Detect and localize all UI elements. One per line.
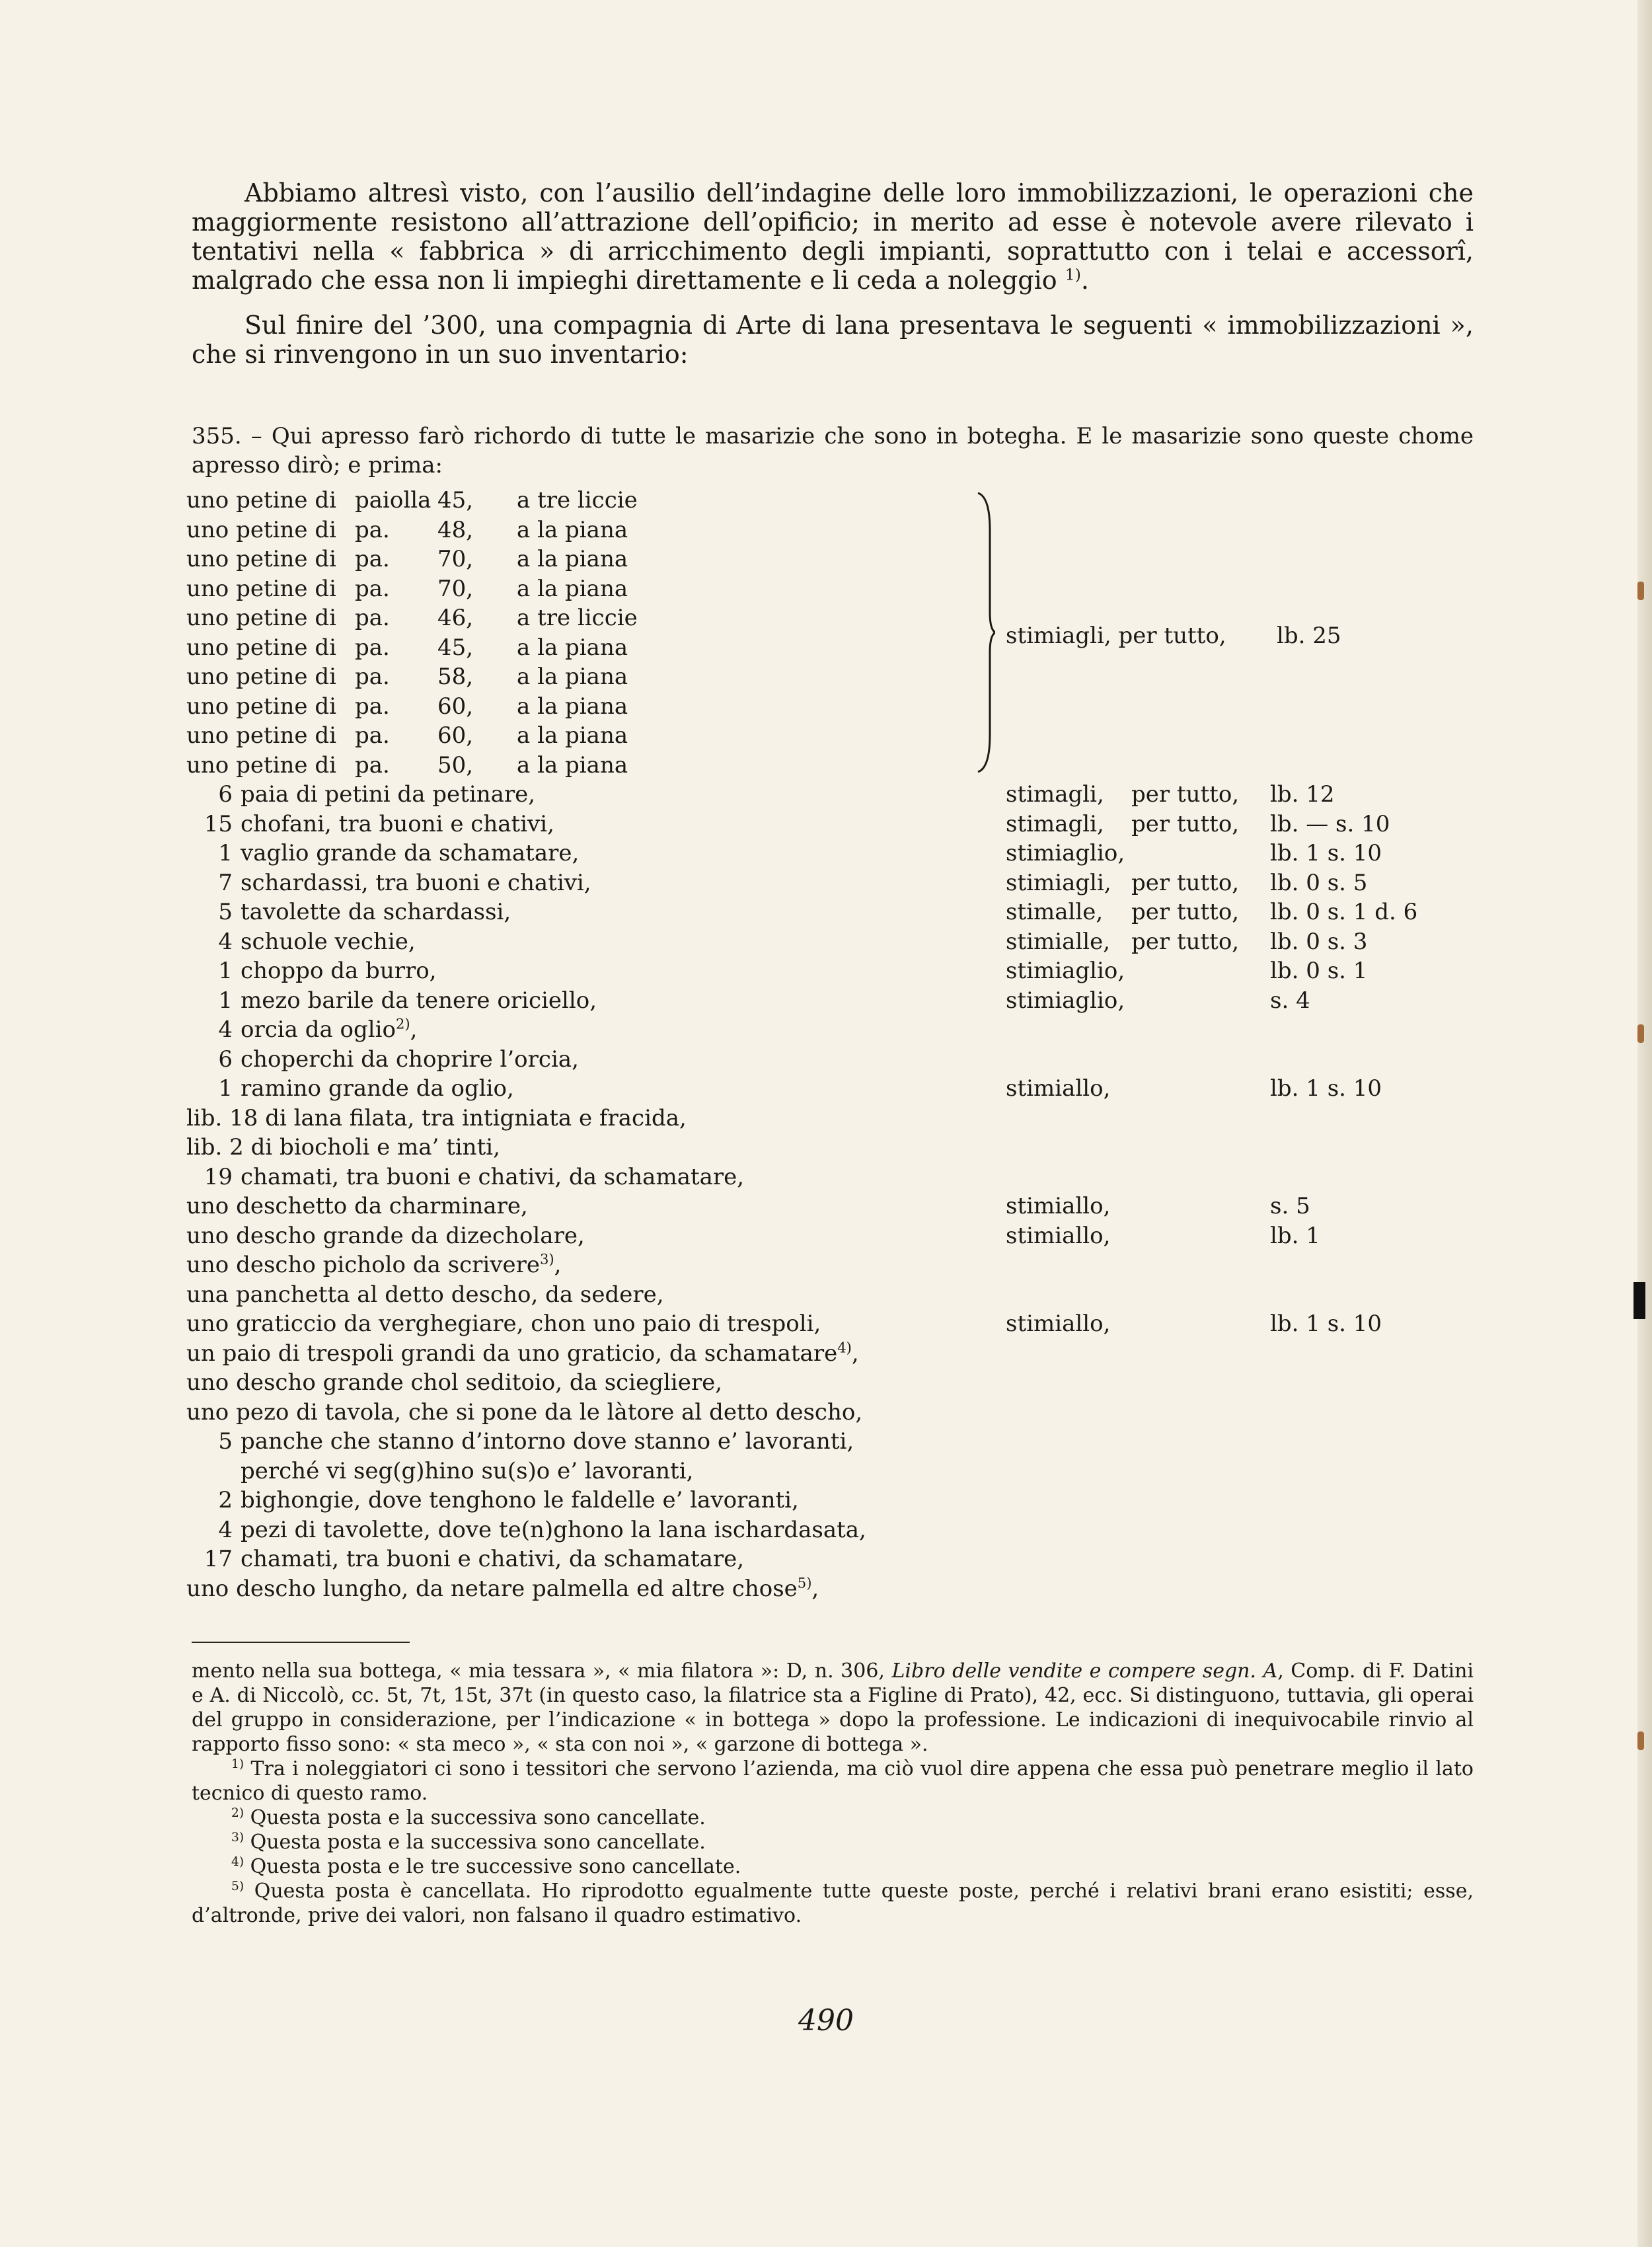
comb-number: 70,: [437, 546, 474, 572]
page-number: 490: [798, 2004, 854, 2038]
item-amount: lb. 1 s. 10: [1270, 840, 1382, 866]
comb-width: a la piana: [517, 722, 628, 749]
item-desc: [186, 1192, 528, 1221]
item-desc-suffix: ,: [811, 1575, 819, 1602]
comb-unit: pa.: [355, 722, 390, 749]
item-desc: [241, 839, 579, 868]
combs-total-amount: lb. 25: [1277, 623, 1341, 649]
comb-unit: pa.: [355, 575, 390, 602]
item-amount: lb. 0 s. 3: [1270, 928, 1368, 955]
inventory-list: [186, 486, 1495, 1603]
item-desc-text: chamati, tra buoni e chativi, da schamatare,: [241, 1546, 745, 1572]
item-desc: [241, 810, 554, 839]
item-desc-text: pezi di tavolette, dove te(n)ghono la lana ischardasata,: [241, 1516, 866, 1543]
comb-row: [186, 574, 1495, 604]
item-desc-text: bighongie, dove tenghono le faldelle e’ lavoranti,: [241, 1487, 799, 1513]
footnote-3-mark: 3): [231, 1831, 244, 1845]
comb-width: a la piana: [517, 664, 628, 690]
footnote-cont-a: mento nella sua bottega, « mia tessara », « mia filatora »: D, n. 306,: [192, 1659, 885, 1683]
item-desc: [241, 780, 535, 809]
item-amount: lb. 1: [1270, 1222, 1320, 1249]
item-desc-suffix: ,: [410, 1016, 418, 1043]
item-qty: 5: [218, 1428, 233, 1455]
item-per-total: per tutto,: [1131, 869, 1240, 896]
item-row: [186, 1192, 1495, 1221]
item-desc-suffix: ,: [851, 1340, 859, 1367]
margin-bar: [1633, 1282, 1645, 1319]
item-amount: lb. 0 s. 1: [1270, 958, 1368, 984]
item-qty: 7: [218, 869, 233, 896]
item-desc-text: mezo barile da tenere oriciello,: [241, 987, 597, 1014]
item-row: [186, 1427, 1495, 1457]
item-rows: [186, 780, 1495, 1603]
item-row: [186, 1515, 1495, 1545]
footnote-1-text: Tra i noleggiatori ci sono i tessitori che servono l’azienda, ma ciò vuol dire appena che essa può penetrare meglio il lato tecnico di questo ramo.: [192, 1757, 1474, 1805]
item-desc: [186, 1398, 862, 1427]
item-amount: lb. 1 s. 10: [1270, 1311, 1382, 1337]
second-paragraph: Sul finire del ’300, una compagnia di Arte di lana presentava le seguenti « immobilizzazioni », che si rinvengono in un suo inventario:: [192, 311, 1474, 369]
item-desc: [241, 986, 597, 1015]
item-desc-text: uno descho grande da dizecholare,: [186, 1222, 585, 1249]
item-amount: lb. 0 s. 1 d. 6: [1270, 899, 1418, 925]
item-per-total: per tutto,: [1131, 899, 1240, 925]
item-qty: 4: [218, 1516, 233, 1543]
item-desc-text: ramino grande da oglio,: [241, 1075, 514, 1102]
item-row: [186, 1015, 1495, 1045]
comb-row: [186, 515, 1495, 545]
intro-paragraph: [192, 178, 1474, 295]
item-desc-text: chamati, tra buoni e chativi, da schamatare,: [241, 1163, 745, 1190]
comb-unit: pa.: [355, 751, 390, 779]
footnote-1: [192, 1757, 1474, 1806]
item-per-total: per tutto,: [1131, 928, 1240, 955]
comb-desc: uno petine di: [186, 664, 336, 690]
comb-unit: pa.: [355, 693, 390, 720]
comb-number: 46,: [437, 605, 474, 631]
item-estimate-label: stimiallo,: [1006, 1311, 1111, 1337]
item-row: [186, 868, 1495, 898]
footnote-4: [192, 1854, 1474, 1879]
footnote-2-mark: 2): [231, 1806, 244, 1820]
footnote-4-mark: 4): [231, 1855, 244, 1869]
comb-number: 60,: [437, 693, 474, 720]
item-amount: lb. 0 s. 5: [1270, 869, 1368, 896]
item-desc: [186, 1368, 722, 1397]
item-desc-text: vaglio grande da schamatare,: [241, 840, 580, 866]
comb-width: a la piana: [517, 575, 628, 602]
item-desc: [241, 897, 511, 927]
item-desc: [186, 1574, 819, 1603]
item-row: [186, 1045, 1495, 1075]
item-row: [186, 1544, 1495, 1574]
item-desc-text: uno pezo di tavola, che si pone da le làtore al detto descho,: [186, 1398, 863, 1426]
item-row: [186, 897, 1495, 927]
intro-paragraph-text: Abbiamo altresì visto, con l’ausilio dell’indagine delle loro immobilizzazioni, le operazioni che maggiormente resistono all’attrazione dell’opificio; in merito ad esse è notevole avere rilevato i tentativi nella « fabbrica » di arricchimento degli impianti, soprattutto con i telai e accessorî, malgrado che essa non li impieghi direttamente e li ceda a noleggio: [192, 178, 1474, 295]
item-row: [186, 1221, 1495, 1251]
footnote-cont-b: , Comp. di F. Datini e A. di Niccolò, cc. 5t, 7t, 15t, 37t (in questo caso, la filatrice sta a Figline di Prato), 42, ecc. Si distinguono, tuttavia, gli operai del gruppo in considerazione, per l’indicazione « in bottega » dopo la professione. Le indicazioni di inequivocabile rinvio al rapporto fisso sono: « sta meco », « sta con noi », « garzone di bottega ».: [192, 1659, 1474, 1756]
item-desc-text: lib. 2 di biocholi e ma’ tinti,: [186, 1134, 500, 1161]
item-desc: [241, 1486, 799, 1515]
item-row: [186, 1574, 1495, 1604]
item-desc: [241, 1515, 866, 1544]
item-desc-text: uno deschetto da charminare,: [186, 1193, 528, 1219]
item-desc-text: tavolette da schardassi,: [241, 899, 511, 925]
item-desc: [241, 1162, 744, 1192]
comb-number: 60,: [437, 722, 474, 749]
item-estimate-label: stimialle,: [1006, 928, 1111, 955]
item-estimate-label: stimiaglio,: [1006, 840, 1125, 866]
comb-width: a la piana: [517, 546, 628, 572]
item-desc: [186, 1309, 821, 1338]
footnote-ref: 3): [540, 1250, 554, 1268]
comb-desc: uno petine di: [186, 575, 336, 602]
comb-row: [186, 721, 1495, 751]
margin-mark: [1637, 1732, 1644, 1750]
comb-number: 45,: [437, 487, 474, 514]
comb-width: a tre liccie: [517, 487, 638, 514]
footnote-5-text: Questa posta è cancellata. Ho riprodotto egualmente tutte queste poste, perché i relativi brani erano esistiti; esse, d’altronde, prive dei valori, non falsano il quadro estimativo.: [192, 1880, 1474, 1927]
comb-unit: pa.: [355, 516, 390, 543]
item-qty: 1: [218, 840, 233, 866]
item-desc-text: uno descho picholo da scrivere: [186, 1252, 540, 1278]
item-row: [186, 986, 1495, 1016]
footnote-1-mark: 1): [231, 1757, 244, 1771]
footnote-continuation: [192, 1659, 1474, 1757]
comb-width: a la piana: [517, 751, 628, 779]
item-qty: 1: [218, 987, 233, 1014]
combs-total-label: stimiagli, per tutto,: [1006, 623, 1226, 649]
footnote-rule: [192, 1642, 410, 1643]
item-estimate-label: stimalle,: [1006, 899, 1104, 925]
item-desc-text: panche che stanno d’intorno dove stanno e’ lavoranti,: [241, 1428, 854, 1455]
item-estimate-label: stimagli,: [1006, 781, 1104, 808]
item-desc-text: lib. 18 di lana filata, tra intigniata e fracida,: [186, 1104, 687, 1131]
combs-total: [1006, 621, 1341, 650]
comb-desc: uno petine di: [186, 634, 336, 661]
item-desc: [241, 1457, 693, 1486]
comb-number: 50,: [437, 751, 474, 779]
comb-row: [186, 692, 1495, 722]
item-row: [186, 927, 1495, 957]
footnote-3-text: Questa posta e la successiva sono cancellate.: [250, 1831, 706, 1854]
footnote-cont-title: Libro delle vendite e compere segn. A: [891, 1659, 1278, 1683]
item-qty: 1: [218, 958, 233, 984]
footnote-ref: 4): [837, 1339, 852, 1356]
comb-unit: pa.: [355, 664, 390, 690]
item-desc: [241, 927, 416, 956]
comb-number: 58,: [437, 664, 474, 690]
comb-row: [186, 751, 1495, 781]
footnote-4-text: Questa posta e le tre successive sono cancellate.: [250, 1855, 741, 1878]
item-desc-text: uno descho lungho, da netare palmella ed altre chose: [186, 1575, 798, 1602]
item-row: [186, 810, 1495, 839]
comb-width: a la piana: [517, 516, 628, 543]
comb-desc: uno petine di: [186, 516, 336, 543]
item-estimate-label: stimiaglio,: [1006, 987, 1125, 1014]
item-desc: [186, 1339, 859, 1368]
item-row: [186, 1250, 1495, 1280]
item-desc: [241, 1015, 417, 1044]
item-desc-text: una panchetta al detto descho, da sedere,: [186, 1281, 664, 1308]
footnote-2: [192, 1806, 1474, 1830]
comb-width: a tre liccie: [517, 605, 638, 631]
item-estimate-label: stimiallo,: [1006, 1075, 1111, 1102]
footnote-3: [192, 1830, 1474, 1854]
intro-paragraph-end: .: [1080, 266, 1090, 295]
item-desc-text: uno descho grande chol seditoio, da sciegliere,: [186, 1369, 723, 1396]
comb-number: 45,: [437, 634, 474, 661]
comb-row: [186, 662, 1495, 692]
item-desc-text: choppo da burro,: [241, 958, 437, 984]
comb-desc: uno petine di: [186, 751, 336, 779]
item-desc-suffix: ,: [554, 1252, 562, 1278]
item-desc-text: orcia da oglio: [241, 1016, 396, 1043]
item-row: [186, 1368, 1495, 1398]
item-estimate-label: stimagli,: [1006, 810, 1104, 837]
item-qty: 5: [218, 899, 233, 925]
comb-desc: uno petine di: [186, 546, 336, 572]
item-amount: s. 5: [1270, 1193, 1310, 1219]
comb-width: a la piana: [517, 693, 628, 720]
footnote-5: [192, 1879, 1474, 1928]
item-qty: 15: [204, 810, 233, 837]
comb-number: 48,: [437, 516, 474, 543]
brace-mark: [975, 490, 995, 775]
item-desc: [241, 1074, 514, 1103]
item-qty: 19: [204, 1163, 233, 1190]
item-desc: [241, 1045, 579, 1074]
item-per-total: per tutto,: [1131, 810, 1240, 837]
item-estimate-label: stimiagli,: [1006, 869, 1111, 896]
item-row: [186, 1280, 1495, 1310]
item-row: [186, 1457, 1495, 1486]
item-row: [186, 1104, 1495, 1133]
item-desc-text: schardassi, tra buoni e chativi,: [241, 869, 591, 896]
footnote-ref: 2): [396, 1015, 410, 1032]
item-estimate-label: stimiallo,: [1006, 1193, 1111, 1219]
comb-row: [186, 486, 1495, 515]
item-desc: [186, 1133, 500, 1162]
item-desc-text: schuole vechie,: [241, 928, 416, 955]
margin-mark: [1637, 1024, 1644, 1043]
comb-unit: pa.: [355, 605, 390, 631]
item-row: [186, 956, 1495, 986]
item-desc: [241, 868, 591, 897]
comb-unit: pa.: [355, 546, 390, 572]
item-row: [186, 1309, 1495, 1339]
item-desc: [241, 1544, 744, 1574]
document-heading-text: – Qui apresso farò richordo di tutte le masarizie che sono in botegha. E le masarizie sono queste chome apresso dirò; e prima:: [192, 423, 1474, 478]
item-per-total: per tutto,: [1131, 781, 1240, 808]
item-qty: 1: [218, 1075, 233, 1102]
item-row: [186, 1162, 1495, 1192]
footnote-2-text: Questa posta e la successiva sono cancellate.: [250, 1806, 706, 1829]
margin-mark: [1637, 582, 1644, 600]
item-desc: [186, 1250, 561, 1279]
item-desc: [186, 1280, 664, 1309]
document-heading: [192, 422, 1474, 480]
item-desc-text: paia di petini da petinare,: [241, 781, 536, 808]
comb-unit: paiolla: [355, 487, 432, 514]
item-desc-text: un paio di trespoli grandi da uno graticio, da schamatare: [186, 1340, 838, 1367]
item-desc: [186, 1221, 585, 1250]
item-desc: [241, 1427, 854, 1456]
comb-width: a la piana: [517, 634, 628, 661]
footnote-ref-1: 1): [1065, 265, 1081, 284]
item-qty: 2: [218, 1487, 233, 1513]
item-desc-text: uno graticcio da verghegiare, chon uno paio di trespoli,: [186, 1311, 821, 1337]
item-qty: 17: [204, 1546, 233, 1572]
item-qty: 6: [218, 781, 233, 808]
item-desc: [241, 956, 437, 985]
item-row: [186, 1398, 1495, 1428]
item-qty: 4: [218, 928, 233, 955]
comb-desc: uno petine di: [186, 487, 336, 514]
item-desc: [186, 1104, 687, 1133]
comb-number: 70,: [437, 575, 474, 602]
comb-desc: uno petine di: [186, 722, 336, 749]
item-row: [186, 1339, 1495, 1369]
comb-row: [186, 545, 1495, 574]
page-edge: [1637, 0, 1652, 2247]
item-qty: 4: [218, 1016, 233, 1043]
item-row: [186, 1074, 1495, 1104]
document-number: 355.: [192, 423, 242, 449]
footnote-ref: 5): [797, 1574, 812, 1591]
item-qty: 6: [218, 1046, 233, 1073]
item-estimate-label: stimiallo,: [1006, 1222, 1111, 1249]
footnote-5-mark: 5): [231, 1880, 244, 1893]
comb-unit: pa.: [355, 634, 390, 661]
item-amount: lb. — s. 10: [1270, 810, 1390, 837]
item-desc-text: choperchi da choprire l’orcia,: [241, 1046, 579, 1073]
item-row: [186, 1133, 1495, 1162]
item-row: [186, 839, 1495, 868]
item-estimate-label: stimiaglio,: [1006, 958, 1125, 984]
item-amount: lb. 12: [1270, 781, 1335, 808]
item-desc-text: chofani, tra buoni e chativi,: [241, 810, 554, 837]
item-desc-text: perché vi seg(g)hino su(s)o e’ lavoranti,: [241, 1457, 694, 1484]
item-row: [186, 1486, 1495, 1515]
comb-desc: uno petine di: [186, 693, 336, 720]
item-amount: lb. 1 s. 10: [1270, 1075, 1382, 1102]
item-row: [186, 780, 1495, 810]
comb-desc: uno petine di: [186, 605, 336, 631]
item-amount: s. 4: [1270, 987, 1310, 1014]
footnotes: [192, 1659, 1474, 1928]
